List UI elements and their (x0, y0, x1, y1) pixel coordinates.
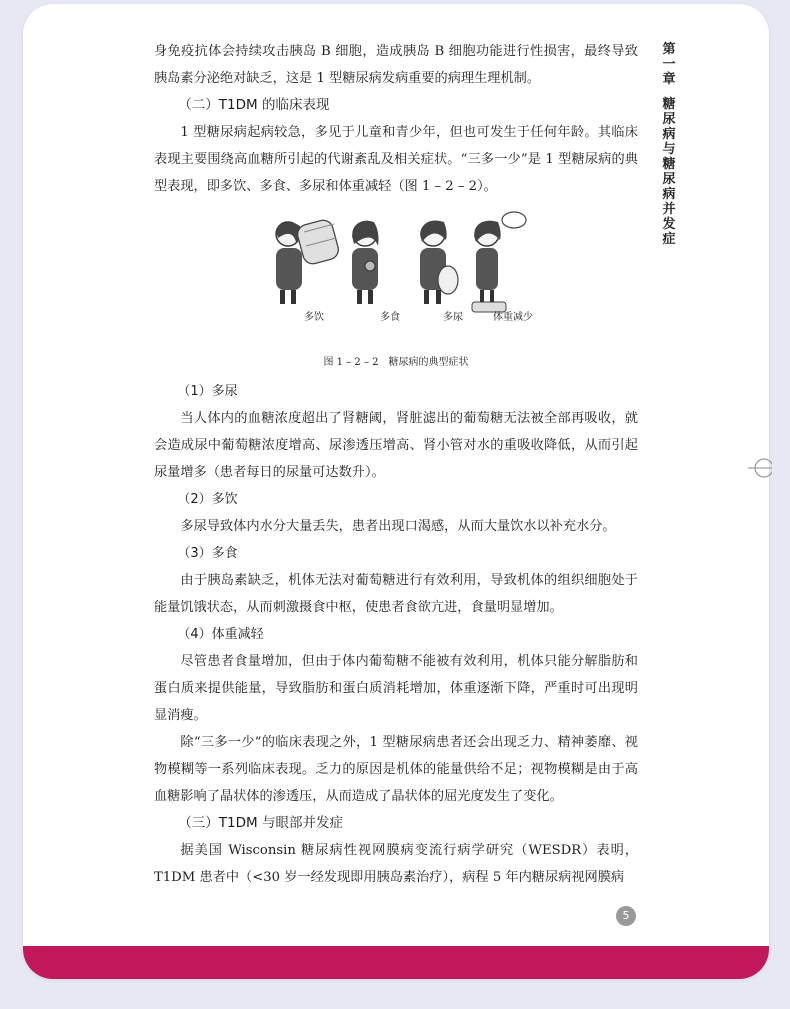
figure-label-weight-loss: 体重减少 (493, 312, 533, 323)
registration-mark-icon (748, 456, 772, 480)
page-body (154, 38, 638, 891)
chapter-char: 一 (662, 57, 676, 72)
paragraph-polydipsia: 多尿导致体内水分大量丢失，患者出现口渴感，从而大量饮水以补充水分。 (180, 519, 616, 534)
paragraph-weight-loss: 尽管患者食量增加，但由于体内葡萄糖不能被有效利用，机体只能分解脂肪和蛋白质来提供能量，导致脂肪和蛋白质消耗增加，体重逐渐下降，严重时可出现明显消瘦。 (154, 654, 638, 723)
title-char: 糖 (662, 157, 676, 172)
title-char: 发 (662, 217, 676, 232)
subheading-polyphagia: （3）多食 (177, 546, 238, 561)
drinking-figure-icon (276, 218, 341, 304)
chapter-side-title (659, 42, 679, 247)
title-char: 病 (662, 187, 676, 202)
figure-caption: 图 1 – 2 – 2 糖尿病的典型症状 (323, 357, 469, 368)
subheading-weight-loss: （4）体重减轻 (177, 627, 264, 642)
title-char: 糖 (662, 97, 676, 112)
footer-band (23, 946, 769, 979)
paragraph-eye-complications: 据美国 Wisconsin 糖尿病性视网膜病变流行病学研究（WESDR）表明，T1DM 患者中（<30 岁一经发现即用胰岛素治疗），病程 5 年内糖尿病视网膜病 (154, 843, 638, 885)
chapter-char: 章 (662, 72, 676, 87)
title-char: 症 (662, 232, 676, 247)
section-heading-clinical: （二）T1DM 的临床表现 (178, 97, 330, 113)
weight-loss-figure-icon (472, 212, 526, 312)
title-char: 尿 (662, 112, 676, 127)
figure-label-eating: 多食 (380, 312, 400, 323)
title-char: 并 (662, 202, 676, 217)
book-page (23, 4, 769, 979)
title-char: 尿 (662, 172, 676, 187)
paragraph-other-symptoms: 除“三多一少”的临床表现之外，1 型糖尿病患者还会出现乏力、精神萎靡、视物模糊等一系列临床表现。乏力的原因是机体的能量供给不足；视物模糊是由于高血糖影响了晶状体的渗透压，从而造成了晶状体的屈光度发生了变化。 (154, 735, 638, 804)
paragraph-clinical-intro: 1 型糖尿病起病较急，多见于儿童和青少年，但也可发生于任何年龄。其临床表现主要围绕高血糖所引起的代谢紊乱及相关症状。“三多一少”是 1 型糖尿病的典型表现，即多饮、多食、多尿和体重减轻（图 1 – 2 – 2）。 (154, 125, 638, 194)
chapter-char: 第 (662, 42, 676, 57)
paragraph-continuation: 身免疫抗体会持续攻击胰岛 B 细胞，造成胰岛 B 细胞功能进行性损害，最终导致胰岛素分泌绝对缺乏，这是 1 型糖尿病发病重要的病理生理机制。 (154, 44, 638, 86)
title-char: 病 (662, 127, 676, 142)
eating-figure-icon (352, 221, 379, 304)
urinating-figure-icon (420, 221, 458, 305)
paragraph-polyuria: 当人体内的血糖浓度超出了肾糖阈，肾脏滤出的葡萄糖无法被全部再吸收，就会造成尿中葡萄糖浓度增高、尿渗透压增高、肾小管对水的重吸收降低，从而引起尿量增多（患者每日的尿量可达数升）。 (154, 411, 638, 480)
subheading-polydipsia: （2）多饮 (177, 492, 238, 507)
paragraph-polyphagia: 由于胰岛素缺乏，机体无法对葡萄糖进行有效利用，导致机体的组织细胞处于能量饥饿状态，从而刺激摄食中枢，使患者食欲亢进，食量明显增加。 (154, 573, 638, 615)
title-char: 与 (662, 142, 676, 157)
subheading-polyuria: （1）多尿 (177, 384, 238, 399)
figure-label-urinating: 多尿 (443, 312, 463, 323)
page-number: 5 (616, 906, 636, 926)
figure-label-drinking: 多饮 (304, 312, 324, 323)
section-heading-eye: （三）T1DM 与眼部并发症 (178, 815, 343, 831)
symptom-illustration (262, 210, 532, 322)
symptom-figure (154, 210, 638, 378)
